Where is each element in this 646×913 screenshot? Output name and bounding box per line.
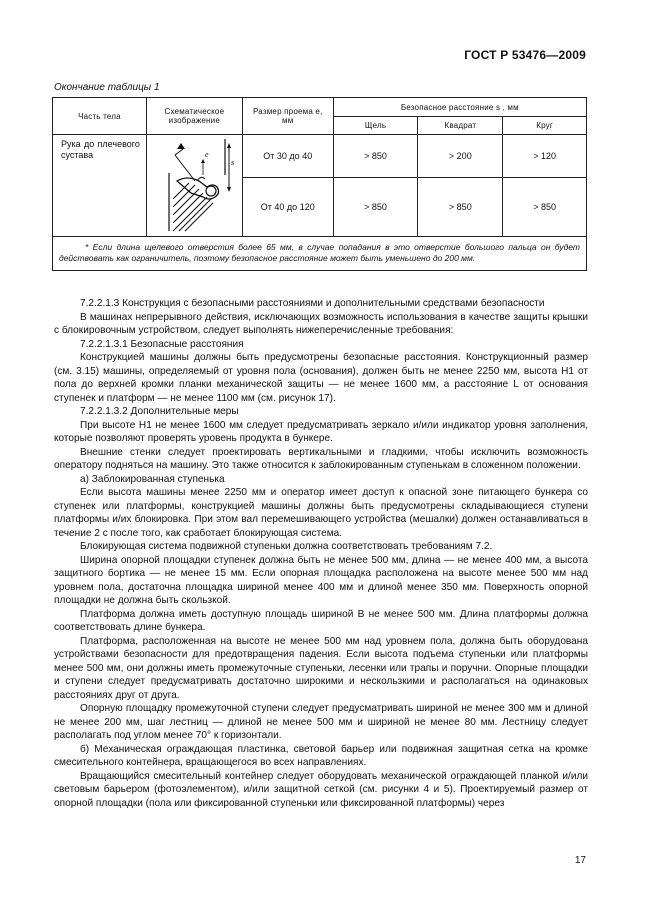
paragraph: Если высота машины менее 2250 мм и оператор имеет доступ к опасной зоне питающего бункера со ступенек или платформы, конструкцией машины должны быть предусмотрены складывающиеся ступени платформы и/их блокировка. При этом вал перемешивающего устройства (мешалки) должен останавливаться в течение 2 с после того, как сработает блокирующая система. xyxy=(54,487,588,539)
paragraph-heading-additional-measures: 7.2.2.1.3.2 Дополнительные меры xyxy=(80,406,239,417)
header-square: Квадрат xyxy=(418,117,503,135)
paragraph: Ширина опорной площадки ступенек должна быть не менее 500 мм, длина — не менее 400 мм, а высота защитного бортика — не менее 15 мм. Если опорная площадка расположена на высоте менее 500 мм над уровнем пола, достаточна площадка шириной менее 400 мм и длиной менее 350 мм. Поверхность опорной площадки не должна быть скользкой. xyxy=(54,554,588,606)
paragraph: Платформа должна иметь доступную площадь шириной B не менее 500 мм. Длина платформы должна соответствовать длине бункера. xyxy=(54,608,588,633)
arm-schematic-figure xyxy=(147,135,242,235)
paragraph: Вращающийся смесительный контейнер следует оборудовать механической ограждающей планкой и/или световым барьером (фотоэлементом), и/или защитной сеткой (см. рисунки 4 и 5). Проектируемый размер от опорной площадки (пола или фиксированной ступеньки или фиксированной платформы) через xyxy=(54,770,588,809)
header-schematic: Схематическое изображение xyxy=(146,98,242,135)
square-cell-1: > 200 xyxy=(418,135,503,178)
paragraph: При высоте H1 не менее 1600 мм следует предусматривать зеркало и/или индикатор уровня заполнения, которые позволяют проверять уровень продукта в бункере. xyxy=(54,419,588,444)
slot-cell-1: > 850 xyxy=(333,135,418,178)
header-opening: Размер проема e, мм xyxy=(242,98,333,135)
paragraph: Конструкцией машины должны быть предусмотрены безопасные расстояния. Конструкционный размер (см. 3.15) машины, определяемый от уровня пола (основания), должен быть не менее 2250 мм, высота H1 от пола до верхней кромки планки механической защиты — не менее 1600 мм, а расстояние L от основания ступенек и платформ — не менее 1100 мм (см. рисунок 17). xyxy=(54,352,588,404)
header-safe-distance: Безопасное расстояние s , мм xyxy=(333,98,586,117)
slot-cell-2: > 850 xyxy=(333,178,418,237)
opening-cell-1: От 30 до 40 xyxy=(242,135,333,178)
header-slot: Щель xyxy=(333,117,418,135)
paragraph-subheading-b: б) Механическая ограждающая пластинка, световой барьер или подвижная защитная сетка на кромке смесительного контейнера, вращающегося во всех направлениях. xyxy=(54,743,588,768)
header-body-part: Часть тела xyxy=(53,98,147,135)
paragraph: Блокирующая система подвижной ступеньки должна соответствовать требованиям 7.2. xyxy=(80,541,493,552)
standard-header: ГОСТ Р 53476—2009 xyxy=(464,48,586,62)
square-cell-2: > 850 xyxy=(418,178,503,237)
opening-cell-2: От 40 до 120 xyxy=(242,178,333,237)
table-footnote xyxy=(53,237,587,271)
footnote-text: * Если длина щелевого отверстия более 65 мм, в случае попадания в это отверстие большого пальца он будет действовать как ограничитель, поэтому безопасное расстояние может быть уменьшено до 200 мм. xyxy=(59,242,580,263)
figure-label-s: s xyxy=(230,158,234,167)
paragraph: В машинах непрерывного действия, исключающих возможность использования в качестве защиты крышки с блокировочным устройством, следует выполнять нижеперечисленные требования: xyxy=(54,311,588,336)
safety-distance-table xyxy=(52,97,587,271)
schematic-cell xyxy=(146,135,242,237)
round-cell-1: > 120 xyxy=(503,135,587,178)
paragraph-heading-7-2-2-1-3: 7.2.2.1.3 Конструкция с безопасными расстояниями и дополнительными средствами безопасности xyxy=(80,298,545,309)
paragraph-heading-safe-distances: 7.2.2.1.3.1 Безопасные расстояния xyxy=(80,338,244,350)
paragraph: Внешние стенки следует проектировать вертикальными и гладкими, чтобы исключить возможность оператору подняться на машину. Это также относится к заблокированным ступенькам в сложенном положении. xyxy=(54,446,588,471)
header-round: Круг xyxy=(503,117,587,135)
round-cell-2: > 850 xyxy=(503,178,587,237)
page-number: 17 xyxy=(574,855,586,866)
table-caption: Окончание таблицы 1 xyxy=(54,82,160,93)
paragraph: Платформа, расположенная на высоте не менее 500 мм над уровнем пола, должна быть оборудована устройствами безопасности для предотвращения падения. Если высота подъема ступеньки или платформы менее 500 мм, они должны иметь промежуточные ступеньки, лесенки или трапы и поручни. Опорные площадки и ступени следует предусматривать достаточно широкими и нескользкими и располагаться на одинаковых расстояниях друг от друга. xyxy=(54,635,588,701)
body-text xyxy=(54,297,588,810)
figure-label-e: e xyxy=(204,150,209,159)
body-part-cell: Рука до плечевого сустава xyxy=(53,135,147,237)
paragraph: Опорную площадку промежуточной ступени следует предусматривать шириной не менее 300 мм и длиной не менее 200 мм, шаг лестниц — длиной не менее 500 мм и шириной не менее 80 мм. Лестницу следует располагать под углом менее 70° к горизонтали. xyxy=(54,703,588,741)
paragraph-subheading-a: а) Заблокированная ступенька xyxy=(80,473,225,485)
